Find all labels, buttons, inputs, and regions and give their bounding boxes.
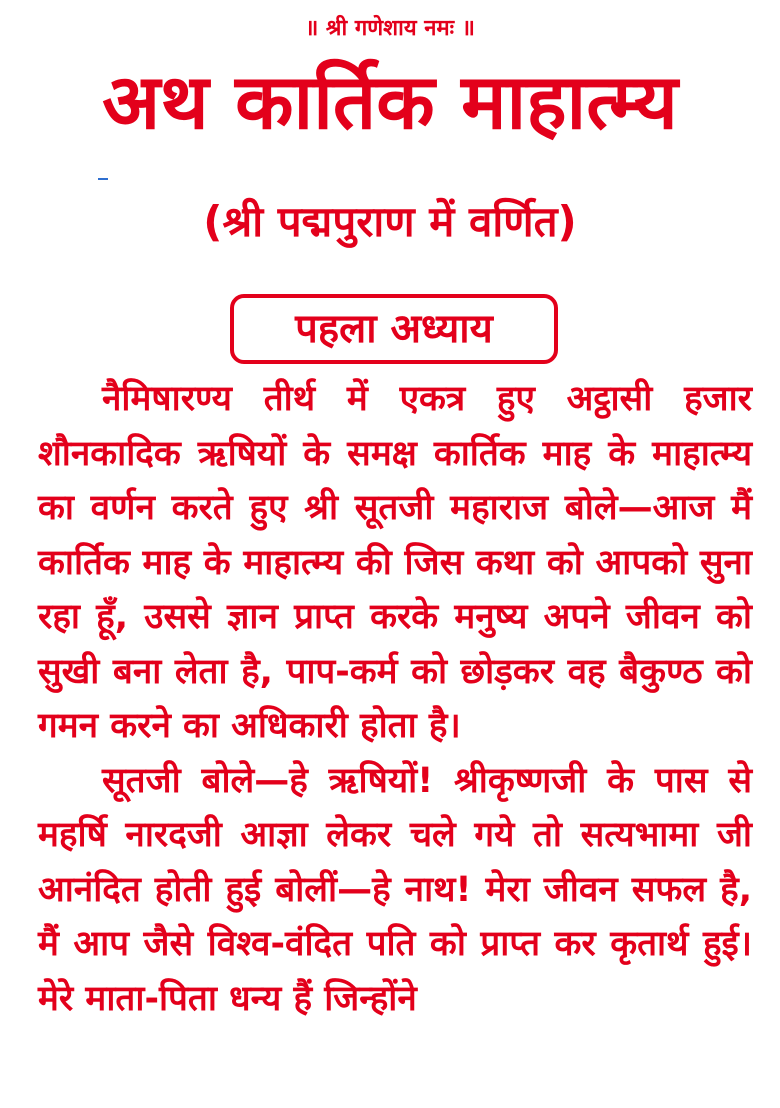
- stray-ink-mark: [98, 178, 108, 180]
- chapter-heading-box: [230, 294, 558, 364]
- paragraph-2: सूतजी बोले—हे ऋषियों! श्रीकृष्णजी के पास से महर्षि नारदजी आज्ञा लेकर चले गये तो सत्यभामा जी आनंदित होती हुई बोलीं—हे नाथ! मेरा जीवन सफल है, मैं आप जैसे विश्व-वंदित पति को प्राप्त कर कृतार्थ हुई। मेरे माता-पिता धन्य हैं जिन्होंने: [38, 760, 752, 1019]
- paragraph-1: नैमिषारण्य तीर्थ में एकत्र हुए अट्ठासी हजार शौनकादिक ऋषियों के समक्ष कार्तिक माह के माहात्म्य का वर्णन करते हुए श्री सूतजी महाराज बोले—आज मैं कार्तिक माह के माहात्म्य की जिस कथा को आपको सुना रहा हूँ, उससे ज्ञान प्राप्त करके मनुष्य अपने जीवन को सुखी बना लेता है, पाप-कर्म को छोड़कर वह बैकुण्ठ को गमन करने का अधिकारी होता है।: [38, 379, 752, 746]
- body-text: [38, 372, 752, 1026]
- invocation-line: ॥ श्री गणेशाय नमः ॥: [305, 16, 475, 41]
- page-subtitle: (श्री पद्मपुराण में वर्णित): [203, 197, 577, 246]
- chapter-title: पहला अध्याय: [295, 306, 493, 352]
- page-title: अथ कार्तिक माहात्म्य: [102, 57, 678, 146]
